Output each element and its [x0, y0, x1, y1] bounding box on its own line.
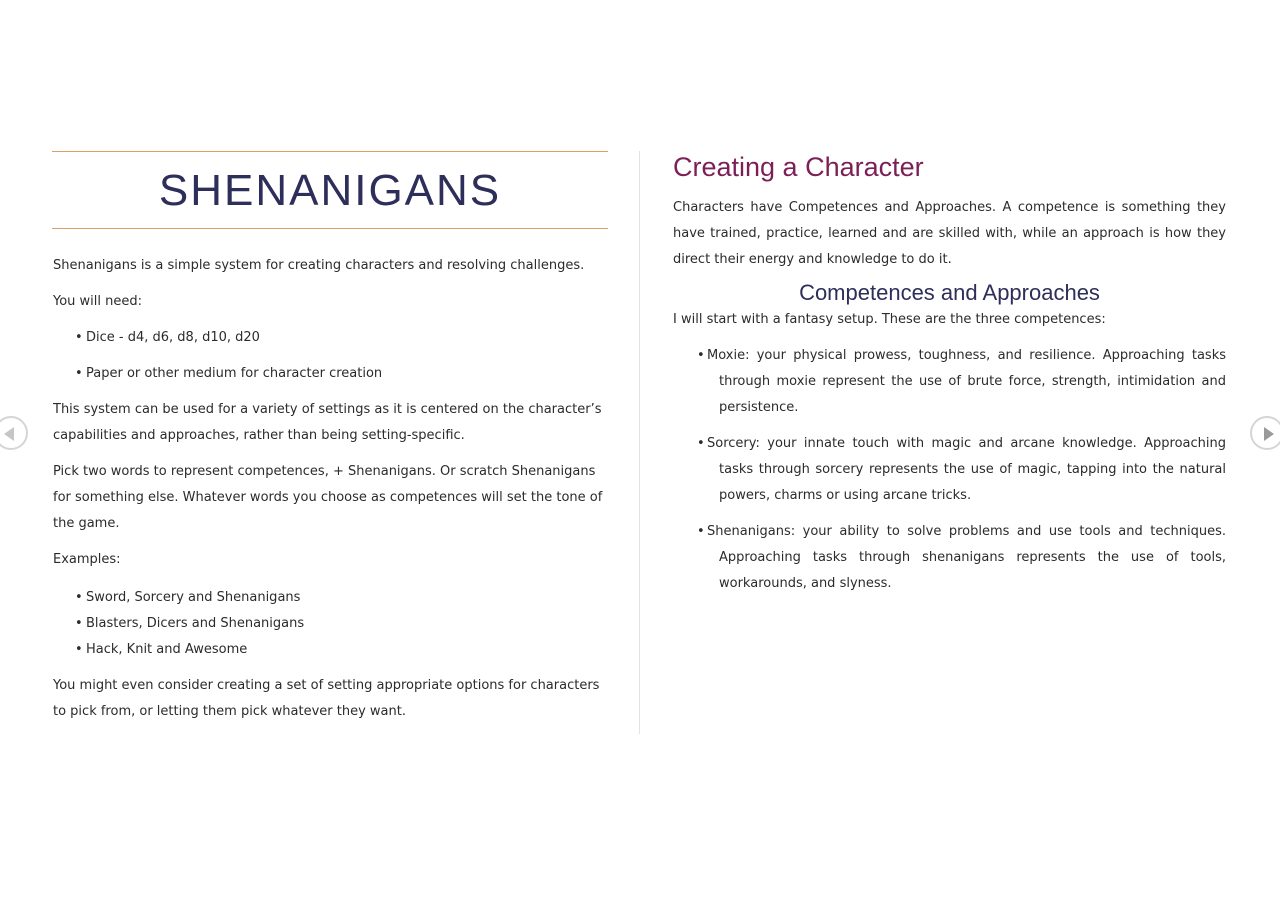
list-item: • Paper or other medium for character creation	[52, 361, 608, 387]
intro-paragraph: Shenanigans is a simple system for creating characters and resolving challenges.	[53, 258, 585, 273]
right-intro-paragraph: Characters have Competences and Approaches. A competence is something they have trained, practice, learned and are skilled with, while an approach is how they direct their energy and knowledge to do it.	[673, 200, 1226, 267]
lead-in-paragraph: I will start with a fantasy setup. These are the three competences:	[673, 312, 1106, 327]
pick-paragraph: Pick two words to represent competences, + Shenanigans. Or scratch Shenanigans for something else. Whatever words you choose as competences will set the tone of the game.	[53, 464, 603, 531]
list-item: • Dice - d4, d6, d8, d10, d20	[52, 325, 608, 351]
list-item: • Blasters, Dicers and Shenanigans	[52, 611, 608, 637]
section-heading: Creating a Character	[673, 152, 924, 182]
chevron-left-icon	[4, 427, 14, 441]
competence-sorcery: Sorcery: your innate touch with magic and arcane knowledge. Approaching tasks through sorcery represents the use of magic, tapping into the natural powers, charms or using arcane tricks.	[707, 436, 1226, 503]
list-item	[673, 519, 1226, 597]
previous-page-button[interactable]	[0, 416, 28, 450]
chevron-right-icon	[1264, 427, 1274, 441]
next-page-button[interactable]	[1250, 416, 1280, 450]
list-item	[673, 343, 1226, 421]
section-subheading: Competences and Approaches	[799, 280, 1100, 305]
need-label: You will need:	[53, 294, 143, 309]
closing-paragraph: You might even consider creating a set of setting appropriate options for characters to pick from, or letting them pick whatever they want.	[53, 678, 600, 719]
settings-paragraph: This system can be used for a variety of settings as it is centered on the character’s capabilities and approaches, rather than being setting-specific.	[53, 402, 602, 443]
left-page	[52, 151, 608, 735]
right-page	[673, 150, 1226, 607]
competence-shenanigans: Shenanigans: your ability to solve problems and use tools and techniques. Approaching tasks through shenanigans represents the use of tools, workarounds, and slyness.	[707, 524, 1226, 591]
list-item	[673, 431, 1226, 509]
competence-moxie: Moxie: your physical prowess, toughness, and resilience. Approaching tasks through moxie represent the use of brute force, strength, intimidation and persistence.	[707, 348, 1226, 415]
examples-label: Examples:	[53, 552, 121, 567]
page-divider	[639, 151, 640, 734]
list-item: • Sword, Sorcery and Shenanigans	[52, 585, 608, 611]
page-title: SHENANIGANS	[158, 166, 502, 215]
title-bottom-rule	[52, 228, 608, 229]
list-item: • Hack, Knit and Awesome	[52, 637, 608, 663]
